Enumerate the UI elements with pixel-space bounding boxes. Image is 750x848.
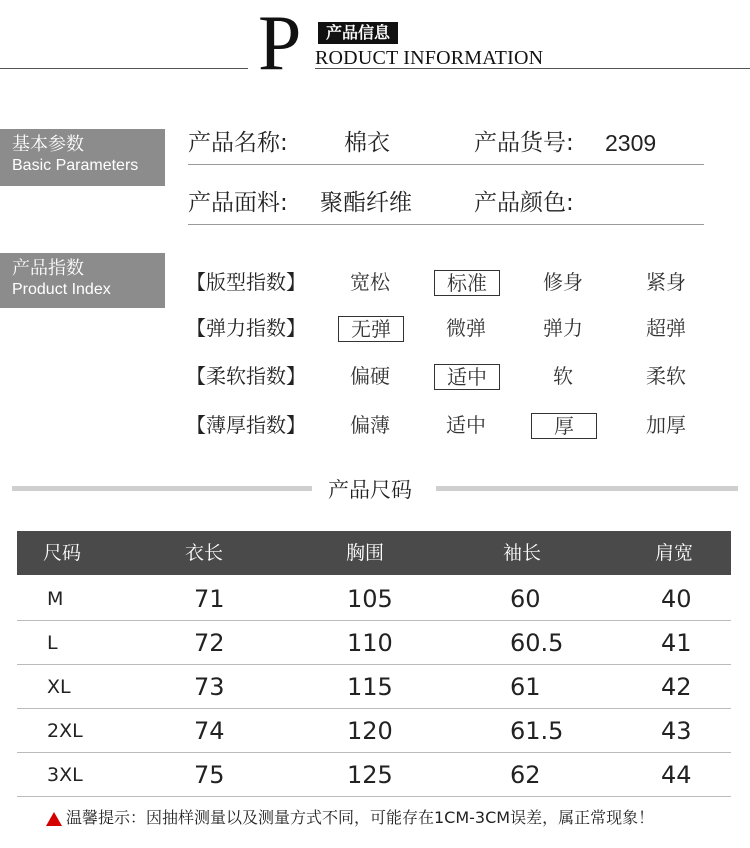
index-option: 偏薄 [350, 413, 390, 437]
size-section-title: 产品尺码 [328, 478, 412, 502]
index-option-selected: 厚 [531, 413, 597, 439]
basic-row-underline-1 [188, 164, 704, 165]
index-option: 宽松 [350, 270, 390, 294]
product-name-value: 棉衣 [344, 130, 390, 156]
table-row [17, 753, 731, 797]
measure-cell: 41 [661, 629, 692, 657]
measure-cell: 125 [347, 761, 393, 789]
basic-row-underline-2 [188, 224, 704, 225]
measure-cell: 61.5 [510, 717, 564, 745]
measure-cell: 115 [347, 673, 393, 701]
measure-cell: 44 [661, 761, 692, 789]
measure-cell: 62 [510, 761, 541, 789]
measure-cell: 73 [194, 673, 225, 701]
product-index-label-en: Product Index [12, 281, 111, 298]
index-option: 修身 [543, 270, 583, 294]
basic-params-label [0, 129, 165, 186]
index-option-selected: 无弹 [338, 316, 404, 342]
warning-triangle-icon [46, 812, 62, 826]
index-option: 柔软 [646, 364, 686, 388]
index-row-label: 【弹力指数】 [186, 316, 306, 340]
index-option-selected: 标准 [434, 270, 500, 296]
size-cell: M [47, 588, 64, 610]
measure-cell: 40 [661, 585, 692, 613]
size-col-header: 尺码 [43, 542, 82, 564]
index-row-label: 【版型指数】 [186, 270, 306, 294]
measure-cell: 42 [661, 673, 692, 701]
measure-cell: 60 [510, 585, 541, 613]
basic-params-label-en: Basic Parameters [12, 157, 139, 174]
product-fabric-value: 聚酯纤维 [320, 190, 412, 216]
header-line-left [0, 68, 248, 69]
index-option: 适中 [446, 413, 486, 437]
index-row-label: 【薄厚指数】 [186, 413, 306, 437]
product-fabric-label: 产品面料: [188, 190, 288, 216]
index-option: 微弹 [446, 316, 486, 340]
product-name-label: 产品名称: [188, 130, 288, 156]
length-col-header: 衣长 [185, 542, 224, 564]
measure-cell: 74 [194, 717, 225, 745]
measure-cell: 105 [347, 585, 393, 613]
index-option: 紧身 [646, 270, 686, 294]
size-cell: 3XL [47, 764, 83, 786]
table-row [17, 577, 731, 621]
measure-cell: 71 [194, 585, 225, 613]
index-option-selected: 适中 [434, 364, 500, 390]
measure-cell: 110 [347, 629, 393, 657]
chest-col-header: 胸围 [346, 542, 385, 564]
product-color-label: 产品颜色: [474, 190, 574, 216]
table-row [17, 621, 731, 665]
header-title-zh: 产品信息 [318, 22, 398, 44]
product-index-label [0, 253, 165, 308]
size-cell: L [47, 632, 58, 654]
size-cell: XL [47, 676, 71, 698]
table-row [17, 665, 731, 709]
size-separator-left [12, 486, 312, 491]
measure-cell: 72 [194, 629, 225, 657]
product-sku-label: 产品货号: [474, 130, 574, 156]
size-separator-right [436, 486, 738, 491]
measurement-note: 温馨提示：因抽样测量以及测量方式不同，可能存在1CM-3CM误差，属正常现象！ [66, 808, 655, 827]
shoulder-col-header: 肩宽 [655, 542, 694, 564]
header-big-letter: P [258, 0, 302, 86]
product-sku-value: 2309 [605, 130, 657, 156]
measure-cell: 43 [661, 717, 692, 745]
table-row [17, 709, 731, 753]
measure-cell: 120 [347, 717, 393, 745]
sleeve-col-header: 袖长 [503, 542, 542, 564]
index-option: 加厚 [646, 413, 686, 437]
index-option: 偏硬 [350, 364, 390, 388]
size-table-header [17, 531, 731, 575]
product-index-label-zh: 产品指数 [12, 258, 84, 279]
size-cell: 2XL [47, 720, 83, 742]
row-divider [17, 796, 731, 797]
header-title-en: RODUCT INFORMATION [315, 47, 544, 69]
index-row-label: 【柔软指数】 [186, 364, 306, 388]
index-option: 弹力 [543, 316, 583, 340]
measure-cell: 61 [510, 673, 541, 701]
index-option: 超弹 [646, 316, 686, 340]
measure-cell: 75 [194, 761, 225, 789]
index-option: 软 [553, 364, 573, 388]
basic-params-label-zh: 基本参数 [12, 134, 84, 155]
measure-cell: 60.5 [510, 629, 564, 657]
